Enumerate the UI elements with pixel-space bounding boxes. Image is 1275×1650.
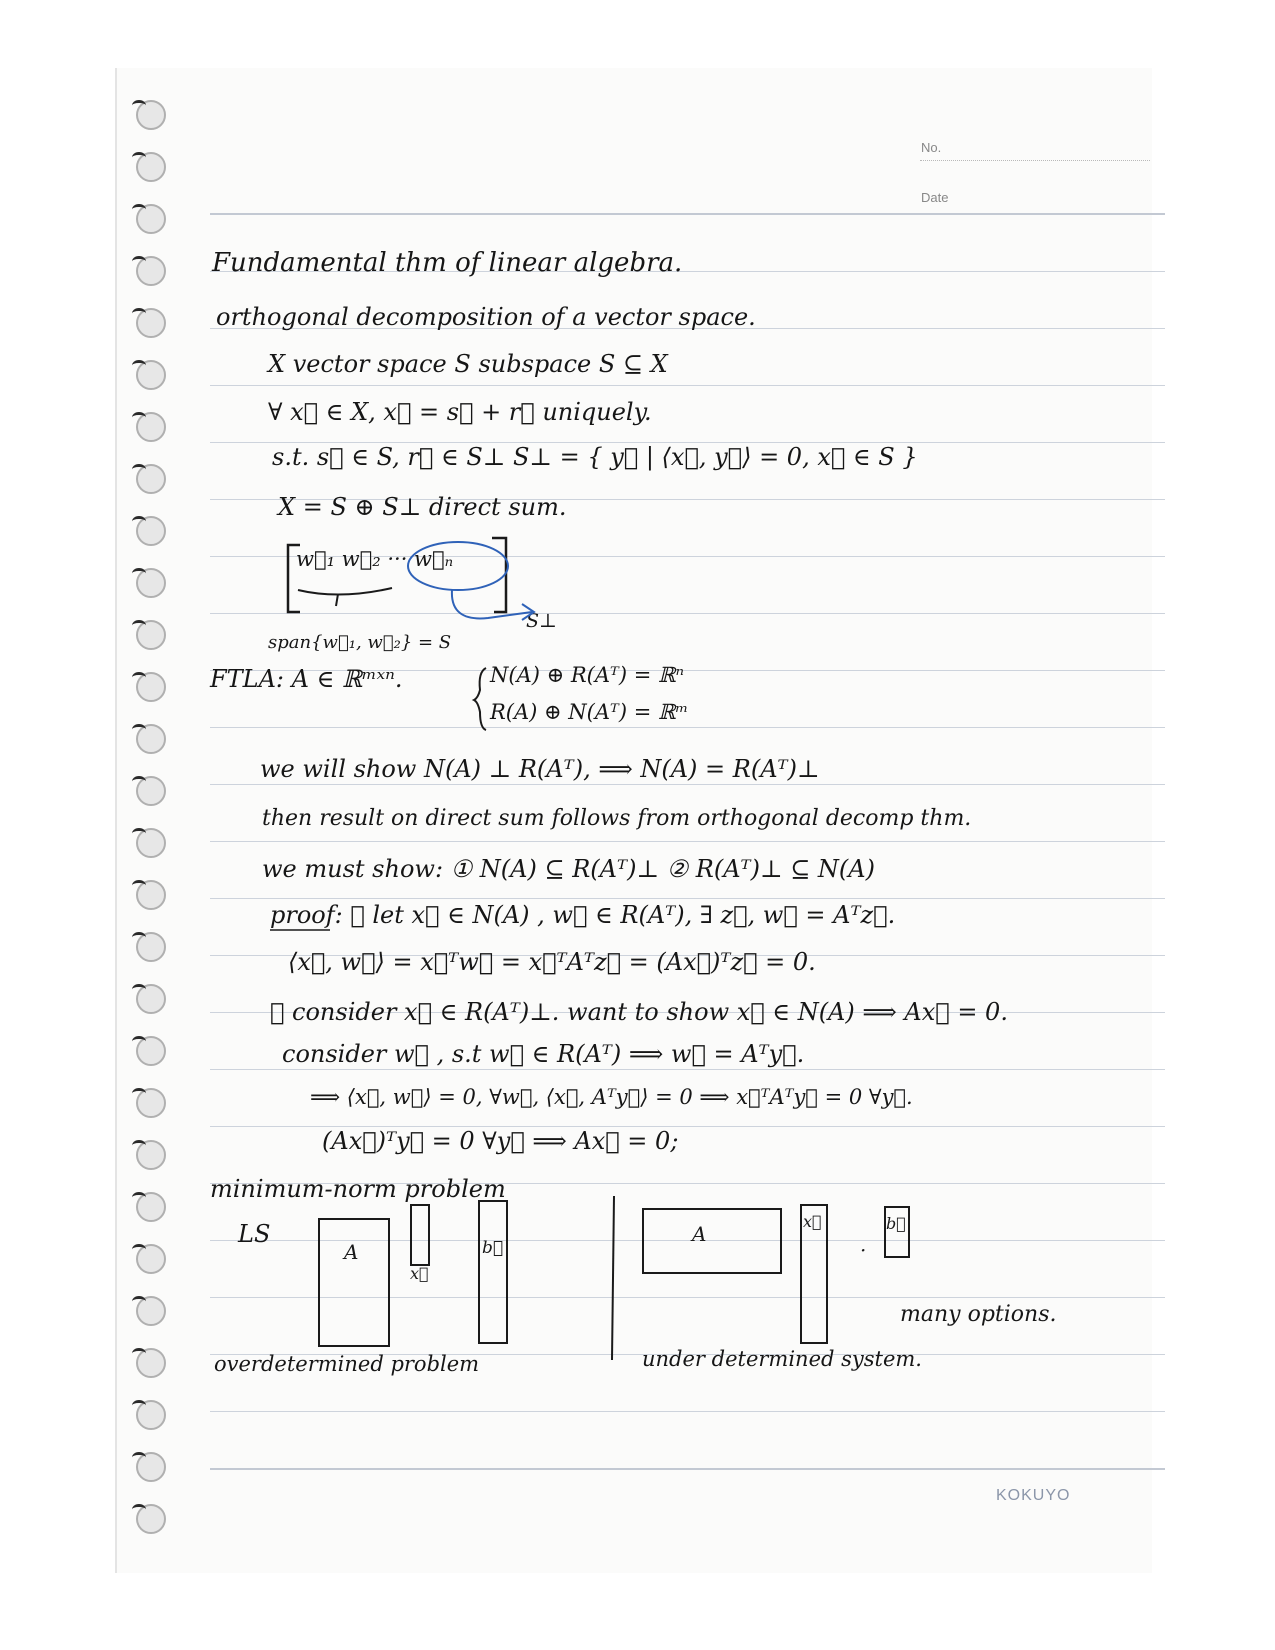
show-line-1: we will show N(A) ⊥ R(Aᵀ), ⟹ N(A) = R(Aᵀ)⊥ <box>260 755 820 783</box>
proof-line-5: ⟹ ⟨x⃗, w⃗⟩ = 0, ∀w⃗, ⟨x⃗, Aᵀy⃗⟩ = 0 ⟹ x⃗ᵀAᵀy⃗ = 0 ∀y⃗. <box>310 1085 913 1109</box>
proof-line-6: (Ax⃗)ᵀy⃗ = 0 ∀y⃗ ⟹ Ax⃗ = 0; <box>322 1127 679 1155</box>
ls-label: LS <box>238 1220 271 1248</box>
note-line-space: X vector space S subspace S ⊆ X <box>268 350 668 378</box>
ftla-brace <box>474 668 486 730</box>
matrix-a-wide-label: A <box>692 1222 707 1246</box>
brand-logo: KOKUYO <box>996 1487 1071 1504</box>
span-underbrace-tick <box>336 594 338 606</box>
vector-b-short-label: b⃗ <box>886 1214 906 1233</box>
perp-arrow <box>452 590 532 618</box>
note-title: Fundamental thm of linear algebra. <box>212 248 683 278</box>
matrix-left-bracket <box>288 545 300 612</box>
vector-x-tall-label: x⃗ <box>803 1212 822 1231</box>
wn-highlight-circle <box>408 542 508 590</box>
note-line-direct: X = S ⊕ S⊥ direct sum. <box>278 493 567 521</box>
ftla-lhs: FTLA: A ∈ ℝᵐˣⁿ. <box>210 665 403 693</box>
vector-b-label: b⃗ <box>482 1238 504 1258</box>
no-label: No. <box>921 140 942 155</box>
proof-line-1: proof: ① let x⃗ ∈ N(A) , w⃗ ∈ R(Aᵀ), ∃ z⃗, w⃗ = Aᵀz⃗. <box>270 901 896 929</box>
show-line-3: we must show: ① N(A) ⊆ R(Aᵀ)⊥ ② R(Aᵀ)⊥ ⊆ N(A) <box>262 855 875 883</box>
dot-operator: · <box>860 1238 867 1262</box>
many-options-label: many options. <box>900 1302 1057 1327</box>
perp-label: S⊥ <box>526 610 557 632</box>
date-label: Date <box>921 190 949 205</box>
span-underbrace <box>298 588 392 595</box>
note-subtitle: orthogonal decomposition of a vector space. <box>216 303 756 331</box>
ftla-eq-1: N(A) ⊕ R(Aᵀ) = ℝⁿ <box>490 663 684 687</box>
ftla-eq-2: R(A) ⊕ N(Aᵀ) = ℝᵐ <box>490 700 689 724</box>
show-line-2: then result on direct sum follows from orthogonal decomp thm. <box>262 806 972 831</box>
diagram-divider <box>612 1196 614 1360</box>
proof-line-2: ⟨x⃗, w⃗⟩ = x⃗ᵀw⃗ = x⃗ᵀAᵀz⃗ = (Ax⃗)ᵀz⃗ = 0. <box>288 948 816 976</box>
vector-x-label: x⃗ <box>410 1264 429 1283</box>
proof-line-3: ② consider x⃗ ∈ R(Aᵀ)⊥. want to show x⃗ ∈ N(A) ⟹ Ax⃗ = 0. <box>270 998 1008 1026</box>
note-line-forall: ∀ x⃗ ∈ X, x⃗ = s⃗ + r⃗ uniquely. <box>268 398 652 426</box>
matrix-a-label: A <box>344 1240 359 1264</box>
underdetermined-label: under determined system. <box>642 1347 922 1371</box>
overdetermined-label: overdetermined problem <box>214 1352 480 1376</box>
span-label: span{w⃗₁, w⃗₂} = S <box>268 632 452 653</box>
min-norm-heading: minimum-norm problem <box>210 1175 506 1203</box>
matrix-columns: w⃗₁ w⃗₂ ··· w⃗ₙ <box>296 547 454 571</box>
note-line-st: s.t. s⃗ ∈ S, r⃗ ∈ S⊥ S⊥ = { y⃗ | ⟨x⃗, y⃗⟩ = 0, x⃗ ∈ S } <box>272 443 918 471</box>
proof-line-4: consider w⃗ , s.t w⃗ ∈ R(Aᵀ) ⟹ w⃗ = Aᵀy⃗. <box>282 1040 805 1068</box>
